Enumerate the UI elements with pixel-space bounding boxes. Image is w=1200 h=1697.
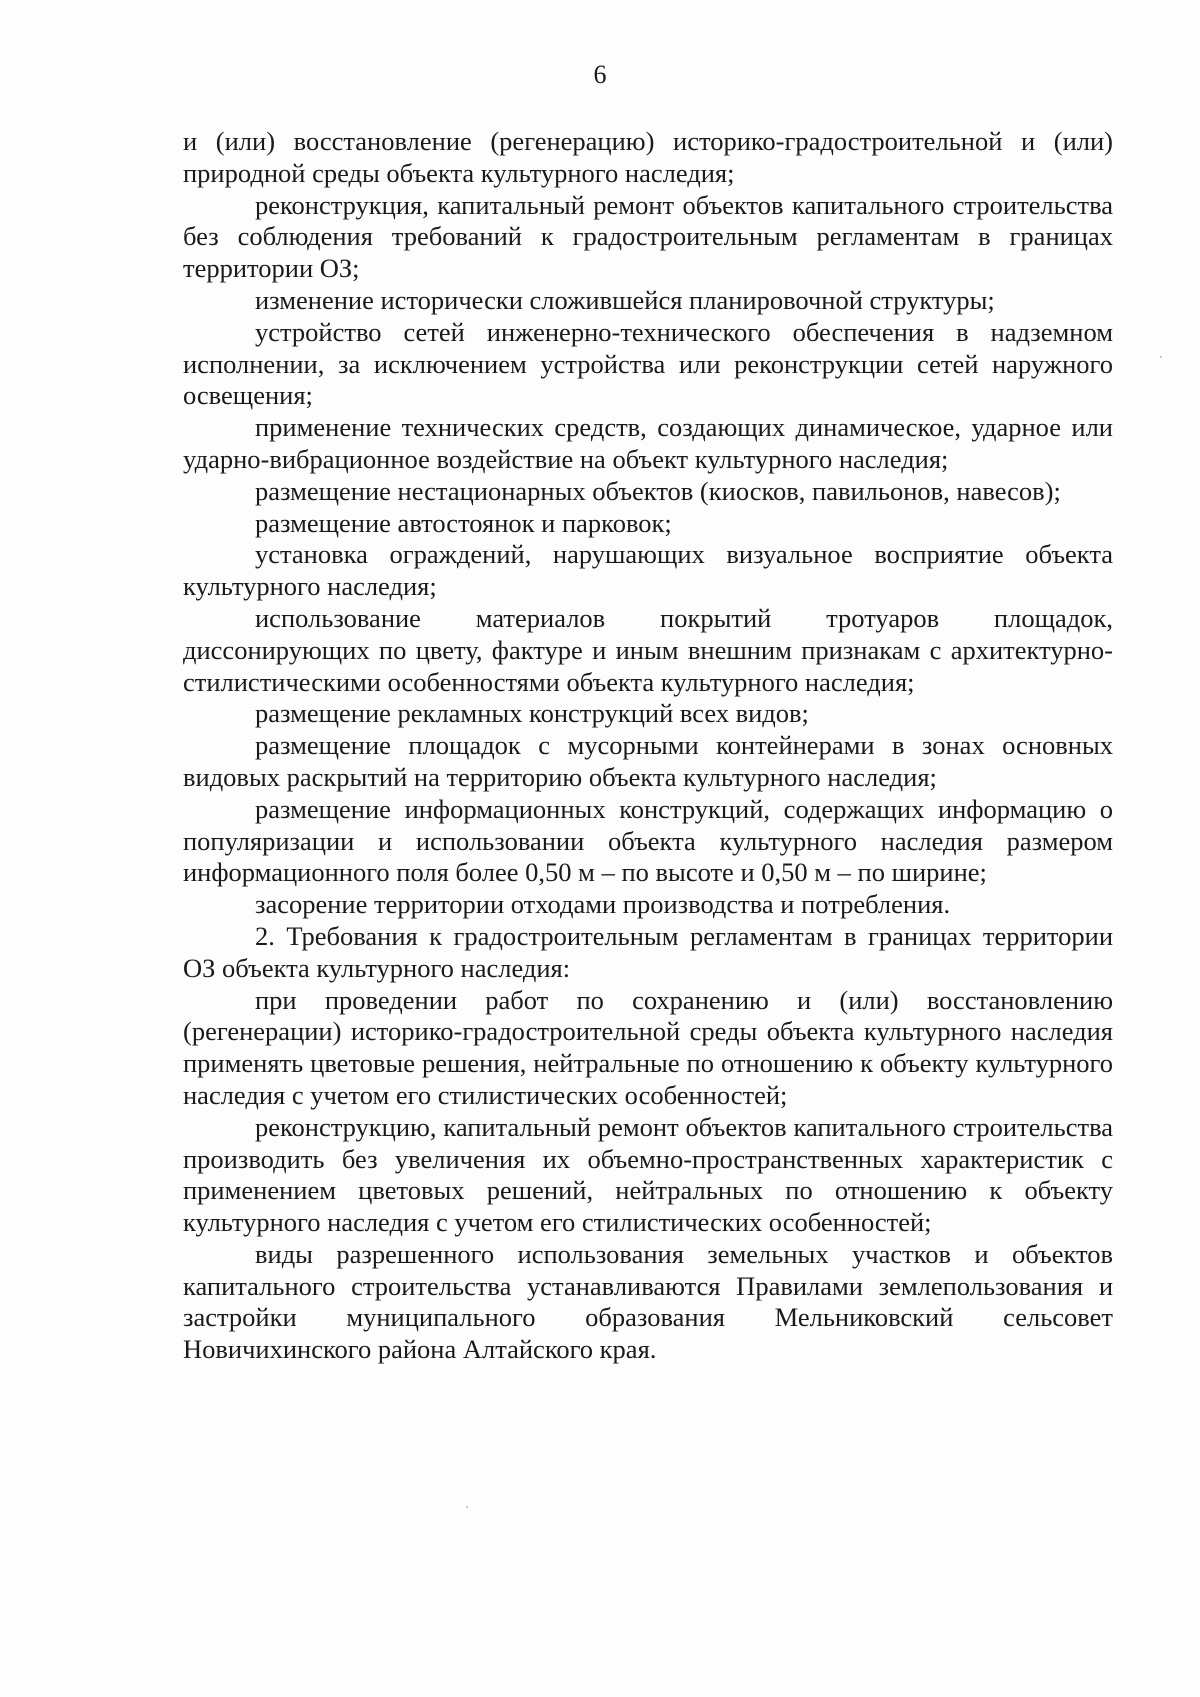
paragraph-continuation: и (или) восстановление (регенерацию) историко-градостроительной и (или) природной среды объекта культурного наследия; [183, 126, 1113, 188]
paragraph: устройство сетей инженерно-технического обеспечения в надземном исполнении, за исключением устройства или реконструкции сетей наружного освещения; [183, 316, 1113, 411]
paragraph: использование материалов покрытий тротуаров площадок, диссонирующих по цвету, фактуре и иным внешним признакам с архитектурно-стилистическими особенностями объекта культурного наследия; [183, 602, 1113, 697]
scan-speck [1160, 356, 1162, 358]
section-heading-paragraph: 2. Требования к градостроительным регламентам в границах территории ОЗ объекта культурного наследия: [183, 920, 1113, 983]
paragraph: размещение информационных конструкций, содержащих информацию о популяризации и использовании объекта культурного наследия размером информационного поля более 0,50 м – по высоте и 0,50 м – по ширине; [183, 793, 1113, 888]
paragraph: размещение площадок с мусорными контейнерами в зонах основных видовых раскрытий на территорию объекта культурного наследия; [183, 730, 1113, 792]
paragraph: установка ограждений, нарушающих визуальное восприятие объекта культурного наследия; [183, 539, 1113, 602]
scan-speck [466, 1506, 468, 1508]
paragraph: засорение территории отходами производства и потребления. [255, 889, 951, 920]
paragraph: виды разрешенного использования земельных участков и объектов капитального строительства устанавливаются Правилами землепользования и застройки муниципального образования Мельниковский сельсовет Новичихинского района Алтайского края. [183, 1238, 1113, 1365]
paragraph: размещение автостоянок и парковок; [255, 507, 672, 538]
paragraph: реконструкция, капитальный ремонт объектов капитального строительства без соблюдения требований к градостроительным регламентам в границах территории ОЗ; [183, 189, 1113, 284]
paragraph: размещение нестационарных объектов (киосков, павильонов, навесов); [255, 475, 1061, 506]
paragraph: применение технических средств, создающих динамическое, ударное или ударно-вибрационное воздействие на объект культурного наследия; [183, 412, 1113, 474]
paragraph: реконструкцию, капитальный ремонт объектов капитального строительства производить без увеличения их объемно-пространственных характеристик с применением цветовых решений, нейтральных по отношению к объекту культурного наследия с учетом его стилистических особенностей; [183, 1111, 1113, 1238]
paragraph: при проведении работ по сохранению и (или) восстановлению (регенерации) историко-градостроительной среды объекта культурного наследия применять цветовые решения, нейтральные по отношению к объекту культурного наследия с учетом его стилистических особенностей; [183, 984, 1113, 1110]
document-body [183, 126, 1113, 1366]
paragraph: изменение исторически сложившейся планировочной структуры; [255, 284, 995, 315]
page-number: 6 [593, 60, 607, 89]
paragraph: размещение рекламных конструкций всех видов; [255, 698, 809, 729]
